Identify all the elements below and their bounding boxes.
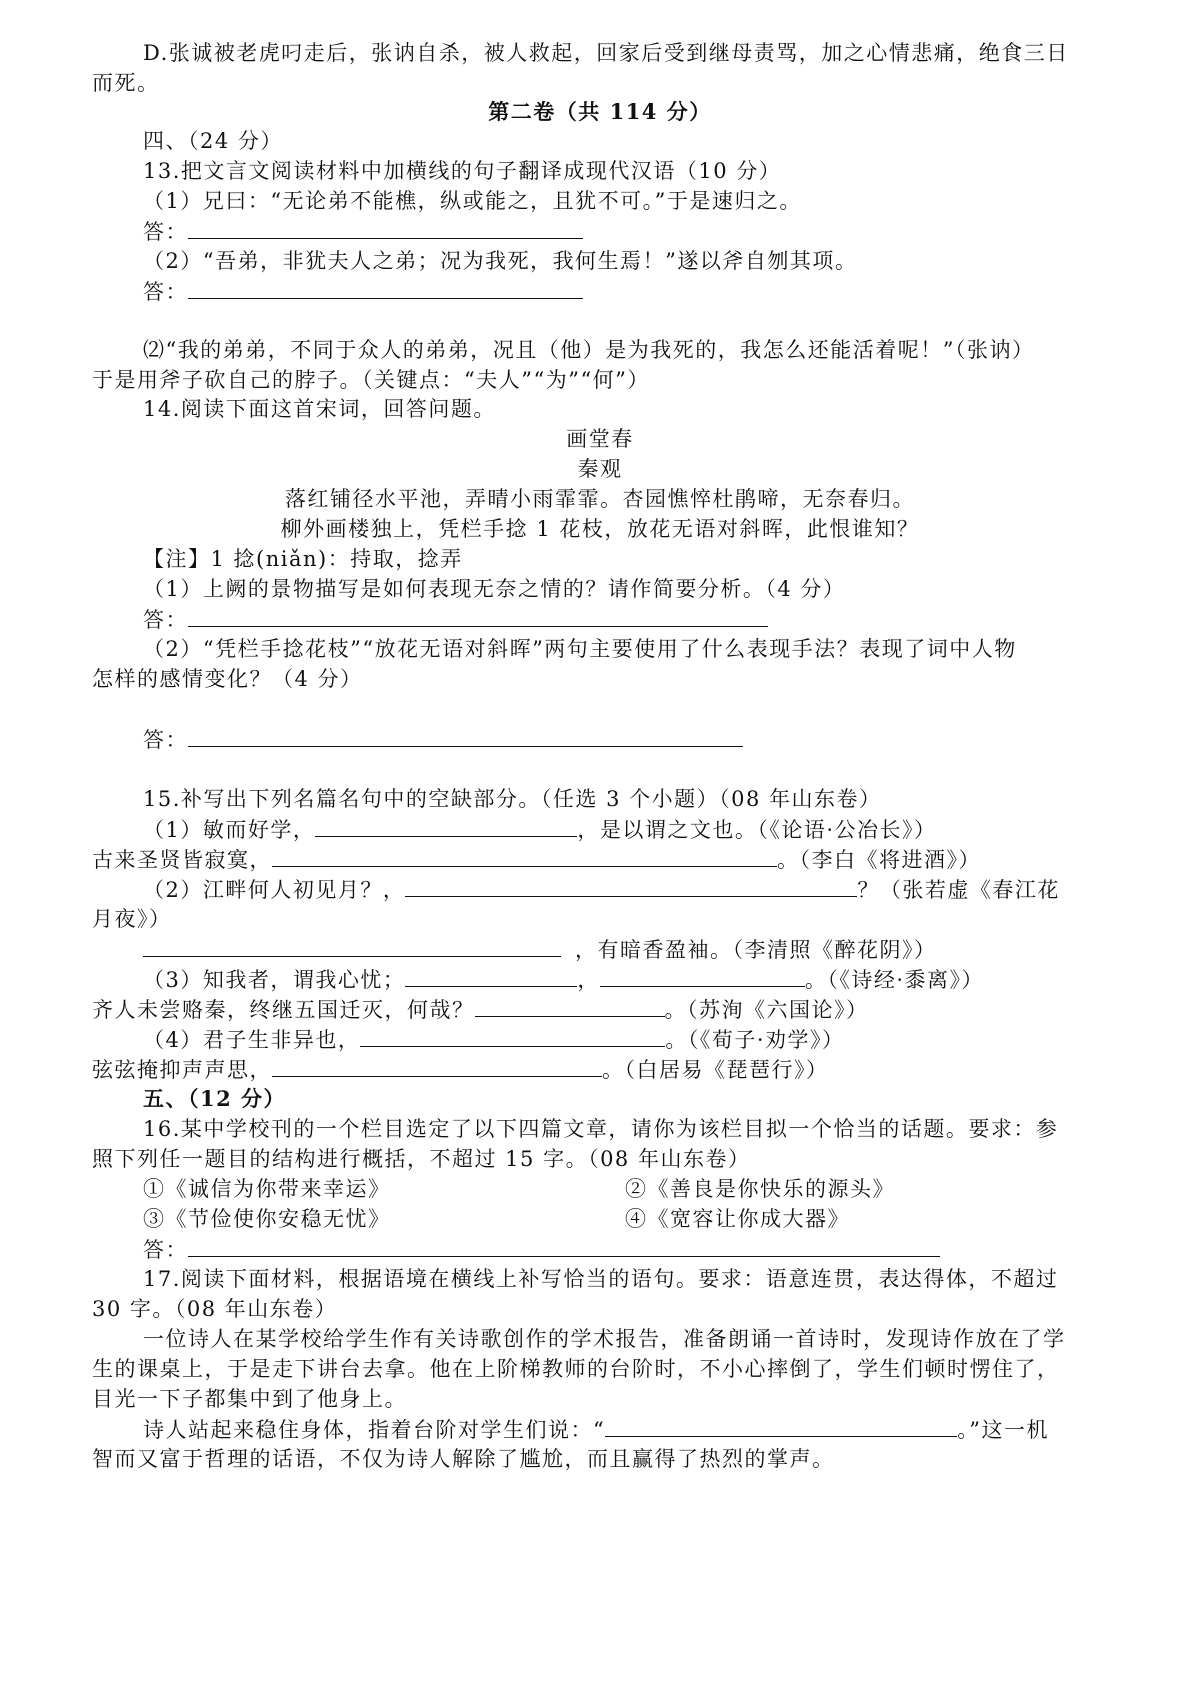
q17-para2-line2: 智而又富于哲理的话语，不仅为诗人解除了尴尬，而且赢得了热烈的掌声。 [92,1447,835,1471]
q12-option-d-line2: 而死。 [92,71,160,95]
q16-option2: ②《善良是你快乐的源头》 [625,1177,895,1201]
q15-item4b [92,1054,829,1085]
q13-sentence1: （1）兄曰：“无论弟不能樵，纵或能之，且犹不可。”于是速归之。 [143,189,802,213]
fill-blank[interactable] [143,934,561,957]
q17-para1-line2: 生的课桌上，于是走下讲台去拿。他在上阶梯教师的台阶时，不小心摔倒了，学生们顿时愣住了， [92,1357,1060,1381]
q16-option3: ③《节俭使你安稳无忧》 [143,1207,391,1231]
poem-title: 画堂春 [566,427,634,451]
q13-answer2 [143,276,583,307]
q15-item2a [143,874,1060,905]
section4-heading: 四、（24 分） [143,129,283,153]
q13-sentence2: （2）“吾弟，非犹夫人之弟；况为我死，我何生焉！”遂以斧自刎其项。 [143,249,858,273]
q14-sub2-line1: （2）“凭栏手捻花枝”“放花无语对斜晖”两句主要使用了什么表现手法？表现了词中人物 [143,637,1017,661]
fill-blank[interactable] [475,994,665,1017]
item-text: 诗人站起来稳住身体，指着台阶对学生们说：“ [143,1418,606,1442]
fill-blank[interactable] [405,874,857,897]
poem-author: 秦观 [577,457,623,481]
item-text: （4）君子生非异也， [143,1028,361,1052]
answer-label: 答： [143,728,188,752]
q14-sub2-line2: 怎样的感情变化？（4 分） [92,667,363,691]
item-text: ， [577,968,600,992]
q15-item3a [143,964,984,995]
q16-stem-line2: 照下列任一题目的结构进行概括，不超过 15 字。（08 年山东卷） [92,1147,751,1171]
fill-blank[interactable] [605,1414,957,1437]
q13-answer1 [143,216,583,247]
item-text: 。（《荀子·劝学》） [665,1028,845,1052]
item-text: 齐人未尝赂秦，终继五国迁灭，何哉？ [92,998,475,1022]
q14-sub1: （1）上阙的景物描写是如何表现无奈之情的？请作简要分析。（4 分） [143,577,846,601]
fill-blank[interactable] [272,844,777,867]
answer-blank[interactable] [188,216,583,239]
volume2-title: 第二卷（共 114 分） [488,99,712,124]
q14-stem: 14.阅读下面这首宋词，回答问题。 [143,397,496,421]
answer-label: 答： [143,1238,188,1262]
item-text: 。”这一机 [957,1418,1049,1442]
item-text: ，是以谓之文也。（《论语·公冶长》） [577,818,937,842]
q17-stem-line2: 30 字。（08 年山东卷） [92,1297,338,1321]
q17-para1-line3: 目光一下子都集中到了他身上。 [92,1387,407,1411]
q13-stem: 13.把文言文阅读材料中加横线的句子翻译成现代汉语（10 分） [143,159,782,183]
q12-option-d-line1: D.张诚被老虎叼走后，张讷自杀，被人救起，回家后受到继母责骂，加之心情悲痛，绝食三日 [143,41,1069,65]
item-text: ？（张若虚《春江花 [857,878,1060,902]
answer-blank[interactable] [188,604,768,627]
item-text: （2）江畔何人初见月？， [143,878,406,902]
item-text: ，有暗香盈袖。（李清照《醉花阴》） [575,938,937,962]
answer-label: 答： [143,608,188,632]
poem-note: 【注】1 捻(niǎn)：持取，捻弄 [143,547,463,571]
q15-stem: 15.补写出下列名篇名句中的空缺部分。（任选 3 个小题）（08 年山东卷） [143,787,882,811]
q16-option4: ④《宽容让你成大器》 [625,1207,850,1231]
answer-label: 答： [143,220,188,244]
answer-blank[interactable] [188,1234,940,1257]
fill-blank[interactable] [405,964,577,987]
item-text: 。（《诗经·黍离》） [804,968,985,992]
item-text: （1）敏而好学， [143,818,316,842]
item-text: 。（白居易《琵琶行》） [602,1058,829,1082]
item-text: 古来圣贤皆寂寞， [92,848,272,872]
q14-answer2 [143,724,743,755]
q17-stem-line1: 17.阅读下面材料，根据语境在横线上补写恰当的语句。要求：语意连贯，表达得体，不超过 [143,1267,1059,1291]
q16-stem-line1: 16.某中学校刊的一个栏目选定了以下四篇文章，请你为该栏目拟一个恰当的话题。要求：参 [143,1117,1059,1141]
q16-answer [143,1234,940,1265]
q15-item2a-cont: 月夜》） [92,907,172,931]
item-text: 。（李白《将进酒》） [777,848,981,872]
q16-option1: ①《诚信为你带来幸运》 [143,1177,391,1201]
q15-item1a [143,814,937,845]
fill-blank[interactable] [600,964,805,987]
item-text: （3）知我者，谓我心忧； [143,968,406,992]
fill-blank[interactable] [272,1054,602,1077]
q14-answer1 [143,604,768,635]
poem-line1: 落红铺径水平池，弄晴小雨霏霏。杏园憔悴杜鹃啼，无奈春归。 [285,487,915,511]
answer-blank[interactable] [188,724,743,747]
q15-item1b [92,844,981,875]
q13-reference-line1: ⑵“我的弟弟，不同于众人的弟弟，况且（他）是为我死的，我怎么还能活着呢！”（张讷） [143,338,1035,362]
fill-blank[interactable] [360,1024,665,1047]
answer-blank[interactable] [188,276,583,299]
item-text: 。（苏洵《六国论》） [664,998,869,1022]
q15-item3b [92,994,869,1025]
poem-line2: 柳外画楼独上，凭栏手捻 1 花枝，放花无语对斜晖，此恨谁知？ [280,517,920,541]
q17-para1-line1: 一位诗人在某学校给学生作有关诗歌创作的学术报告，准备朗诵一首诗时，发现诗作放在了学 [143,1327,1066,1351]
section5-heading: 五、（12 分） [143,1086,287,1111]
q15-item4a [143,1024,845,1055]
q15-item2b [143,934,937,965]
q13-reference-line2: 于是用斧子砍自己的脖子。（关键点：“夫人”“为”“何”） [92,368,650,392]
answer-label: 答： [143,280,188,304]
q17-para2-line1 [143,1414,1049,1445]
fill-blank[interactable] [315,814,577,837]
item-text: 弦弦掩抑声声思， [92,1058,272,1082]
